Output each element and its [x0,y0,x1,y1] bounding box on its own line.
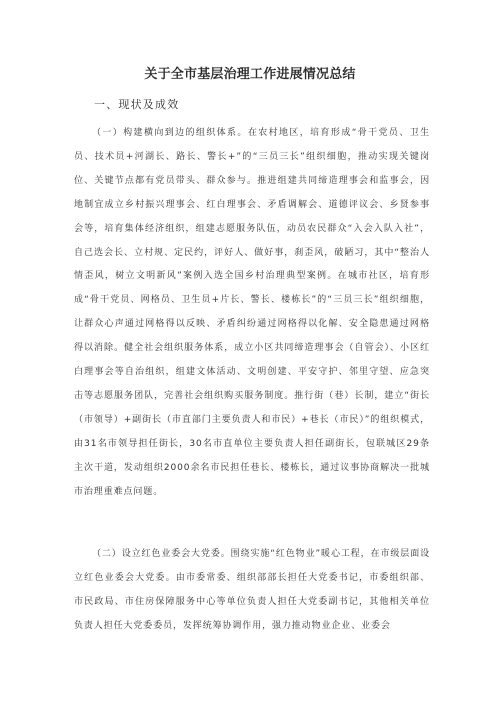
section-heading: 一、现状及成效 [94,98,180,111]
paragraph: （一）构建横向到边的组织体系。在农村地区，培育形成“骨干党员、卫生员、技术员+河湖长、路长、警长+”的“三员三长”组织细胞，推动实现关键岗位、关键节点都有党员带头、群众参与。推进组建共同缔造理事会和监事会，因地制宜成立乡村振兴理事会、红白理事会、矛盾调解会、道德评议会、乡贤参事会等，培育集体经济组织，组建志愿服务队伍，动员农民群众“入会入队入社”，自己选会长、立村规、定民约，评好人、做好事，刹歪风，破陋习，其中“整治人情歪风，树立文明新风”案例入选全国乡村治理典型案例。在城市社区，培育形成“骨干党员、网格员、卫生员+片长、警长、楼栋长”的“三员三长”组织细胞，让群众心声通过网格得以反映、矛盾纠纷通过网格得以化解、安全隐患通过网格得以消除。健全社会组织服务体系，成立小区共同缔造理事会（自管会）、小区红白理事会等自治组织，组建文体活动、文明创建、平安守护、邻里守望、应急突击等志愿服务团队，完善社会组织购买服务制度。推行街（巷）长制，建立“街长（市领导）+副街长（市直部门主要负责人和市民）+巷长（市民）”的组织模式，由31名市领导担任街长，30名市直单位主要负责人担任副街长，包联城区29条主次干道，发动组织2000余名市民担任巷长、楼栋长，通过议事协商解决一批城市治理重难点问题。 [74,128,430,497]
paragraph: （二）设立红色业委会大党委。围绕实施“红色物业”暖心工程，在市级层面设立红色业委会大党委。由市委常委、组织部部长担任大党委书记，市委组织部、市民政局、市住房保障服务中心等单位负责人担任大党委副书记，其他相关单位负责人担任大党委委员，发挥统筹协调作用，强力推动物业企业、业委会 [74,549,430,631]
document-title: 关于全市基层治理工作进展情况总结 [144,67,356,82]
